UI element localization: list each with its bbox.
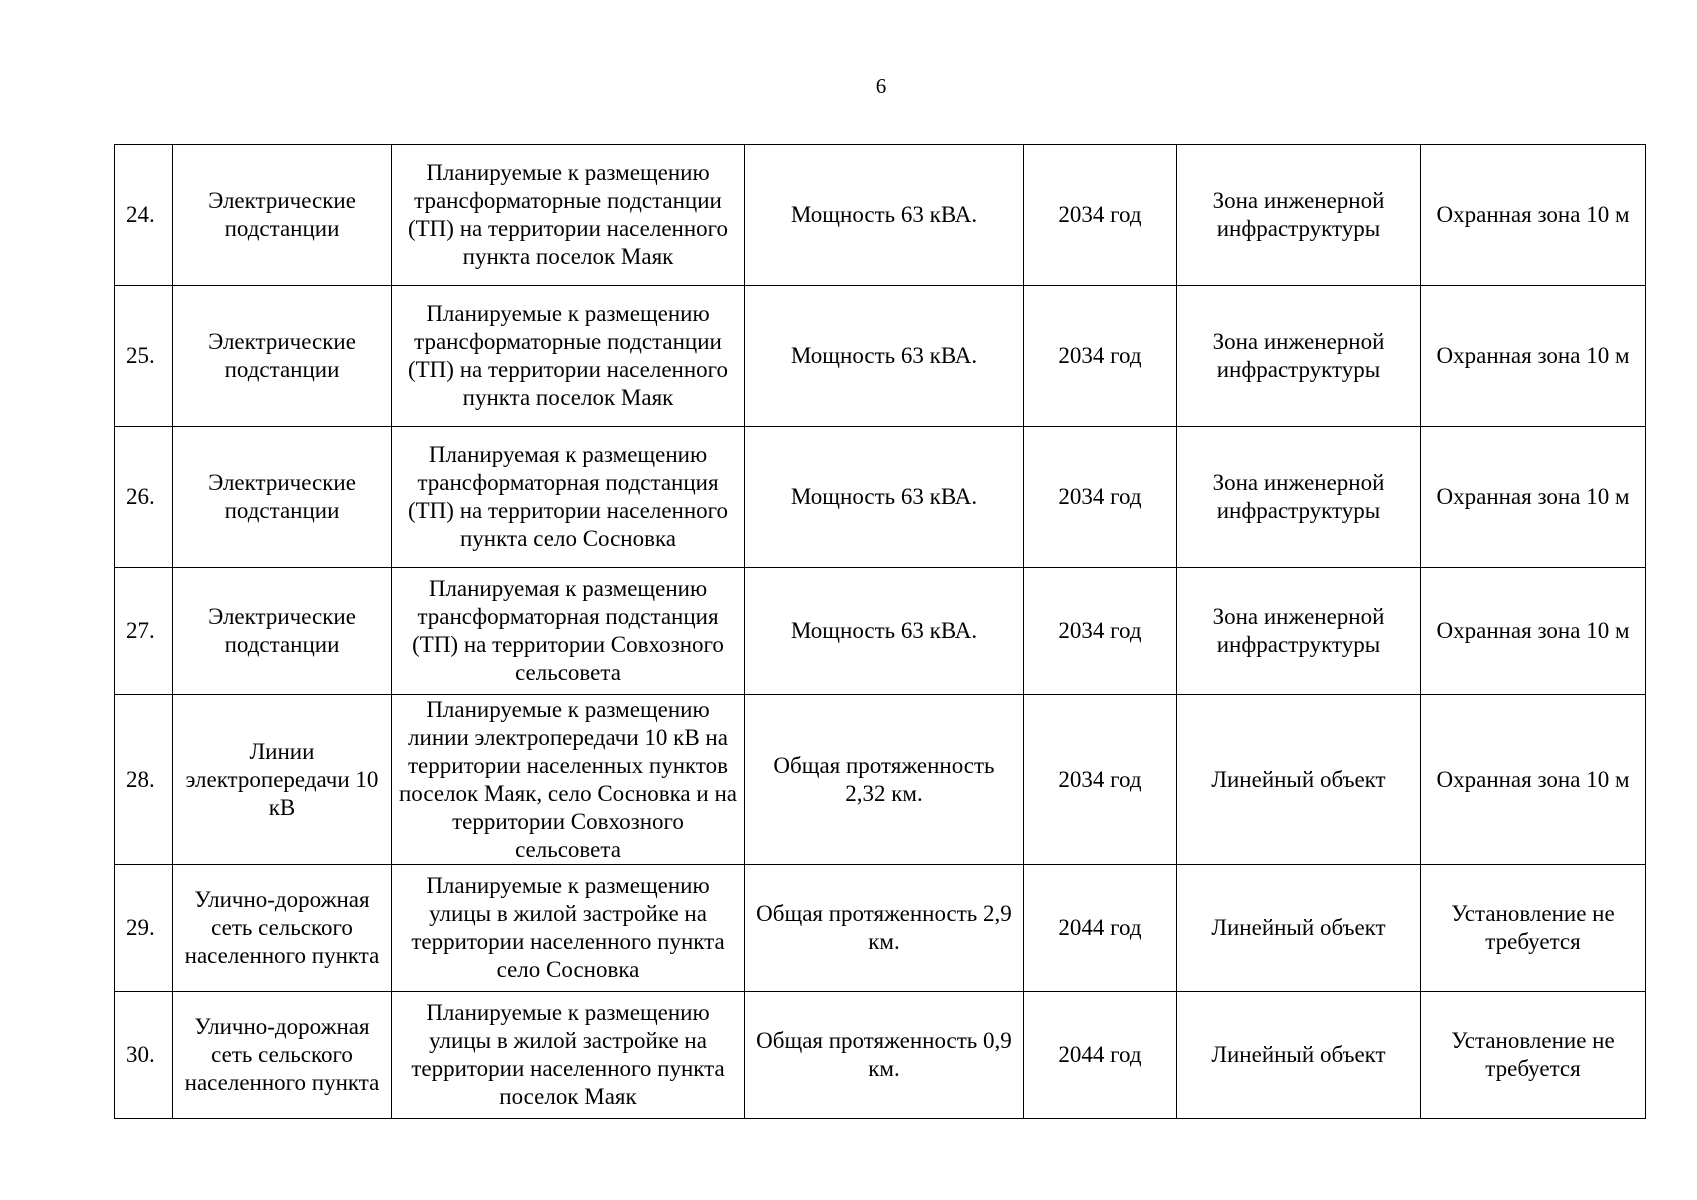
object-description: Планируемые к размещению трансформаторные подстанции (ТП) на территории населенного пункта поселок Маяк (392, 286, 745, 427)
functional-zone: Зона инженерной инфраструктуры (1177, 568, 1421, 695)
object-type: Улично-дорожная сеть сельского населенного пункта (173, 865, 392, 992)
object-capacity: Мощность 63 кВА. (745, 568, 1024, 695)
table-row (115, 865, 1646, 992)
row-number: 26. (115, 427, 173, 568)
table-row (115, 568, 1646, 695)
object-type: Улично-дорожная сеть сельского населенного пункта (173, 992, 392, 1119)
protection-zone: Охранная зона 10 м (1421, 427, 1646, 568)
object-description: Планируемые к размещению улицы в жилой застройке на территории населенного пункта поселок Маяк (392, 992, 745, 1119)
table-row (115, 145, 1646, 286)
table-row (115, 286, 1646, 427)
planned-objects-table (114, 144, 1646, 1119)
object-description: Планируемые к размещению линии электропередачи 10 кВ на территории населенных пунктов поселок Маяк, село Сосновка и на территории Совхозного сельсовета (392, 695, 745, 865)
object-capacity: Мощность 63 кВА. (745, 286, 1024, 427)
object-capacity: Общая протяженность 0,9 км. (745, 992, 1024, 1119)
object-capacity: Общая протяженность 2,32 км. (745, 695, 1024, 865)
functional-zone: Линейный объект (1177, 695, 1421, 865)
protection-zone: Охранная зона 10 м (1421, 695, 1646, 865)
implementation-year: 2034 год (1024, 427, 1177, 568)
protection-zone: Охранная зона 10 м (1421, 145, 1646, 286)
implementation-year: 2034 год (1024, 286, 1177, 427)
row-number: 27. (115, 568, 173, 695)
functional-zone: Линейный объект (1177, 992, 1421, 1119)
row-number: 24. (115, 145, 173, 286)
object-type: Электрические подстанции (173, 568, 392, 695)
object-capacity: Мощность 63 кВА. (745, 145, 1024, 286)
protection-zone: Установление не требуется (1421, 992, 1646, 1119)
table-row (115, 992, 1646, 1119)
row-number: 30. (115, 992, 173, 1119)
implementation-year: 2034 год (1024, 568, 1177, 695)
object-type: Линии электропередачи 10 кВ (173, 695, 392, 865)
row-number: 25. (115, 286, 173, 427)
row-number: 28. (115, 695, 173, 865)
table-row (115, 695, 1646, 865)
table-row (115, 427, 1646, 568)
object-description: Планируемые к размещению улицы в жилой застройке на территории населенного пункта село Сосновка (392, 865, 745, 992)
object-description: Планируемая к размещению трансформаторная подстанция (ТП) на территории Совхозного сельсовета (392, 568, 745, 695)
functional-zone: Линейный объект (1177, 865, 1421, 992)
protection-zone: Установление не требуется (1421, 865, 1646, 992)
protection-zone: Охранная зона 10 м (1421, 568, 1646, 695)
functional-zone: Зона инженерной инфраструктуры (1177, 286, 1421, 427)
implementation-year: 2034 год (1024, 695, 1177, 865)
implementation-year: 2044 год (1024, 865, 1177, 992)
object-capacity: Общая протяженность 2,9 км. (745, 865, 1024, 992)
object-type: Электрические подстанции (173, 427, 392, 568)
object-capacity: Мощность 63 кВА. (745, 427, 1024, 568)
functional-zone: Зона инженерной инфраструктуры (1177, 427, 1421, 568)
page-number: 6 (875, 74, 887, 98)
object-type: Электрические подстанции (173, 286, 392, 427)
protection-zone: Охранная зона 10 м (1421, 286, 1646, 427)
object-description: Планируемая к размещению трансформаторная подстанция (ТП) на территории населенного пункта село Сосновка (392, 427, 745, 568)
object-description: Планируемые к размещению трансформаторные подстанции (ТП) на территории населенного пункта поселок Маяк (392, 145, 745, 286)
implementation-year: 2044 год (1024, 992, 1177, 1119)
implementation-year: 2034 год (1024, 145, 1177, 286)
functional-zone: Зона инженерной инфраструктуры (1177, 145, 1421, 286)
row-number: 29. (115, 865, 173, 992)
object-type: Электрические подстанции (173, 145, 392, 286)
